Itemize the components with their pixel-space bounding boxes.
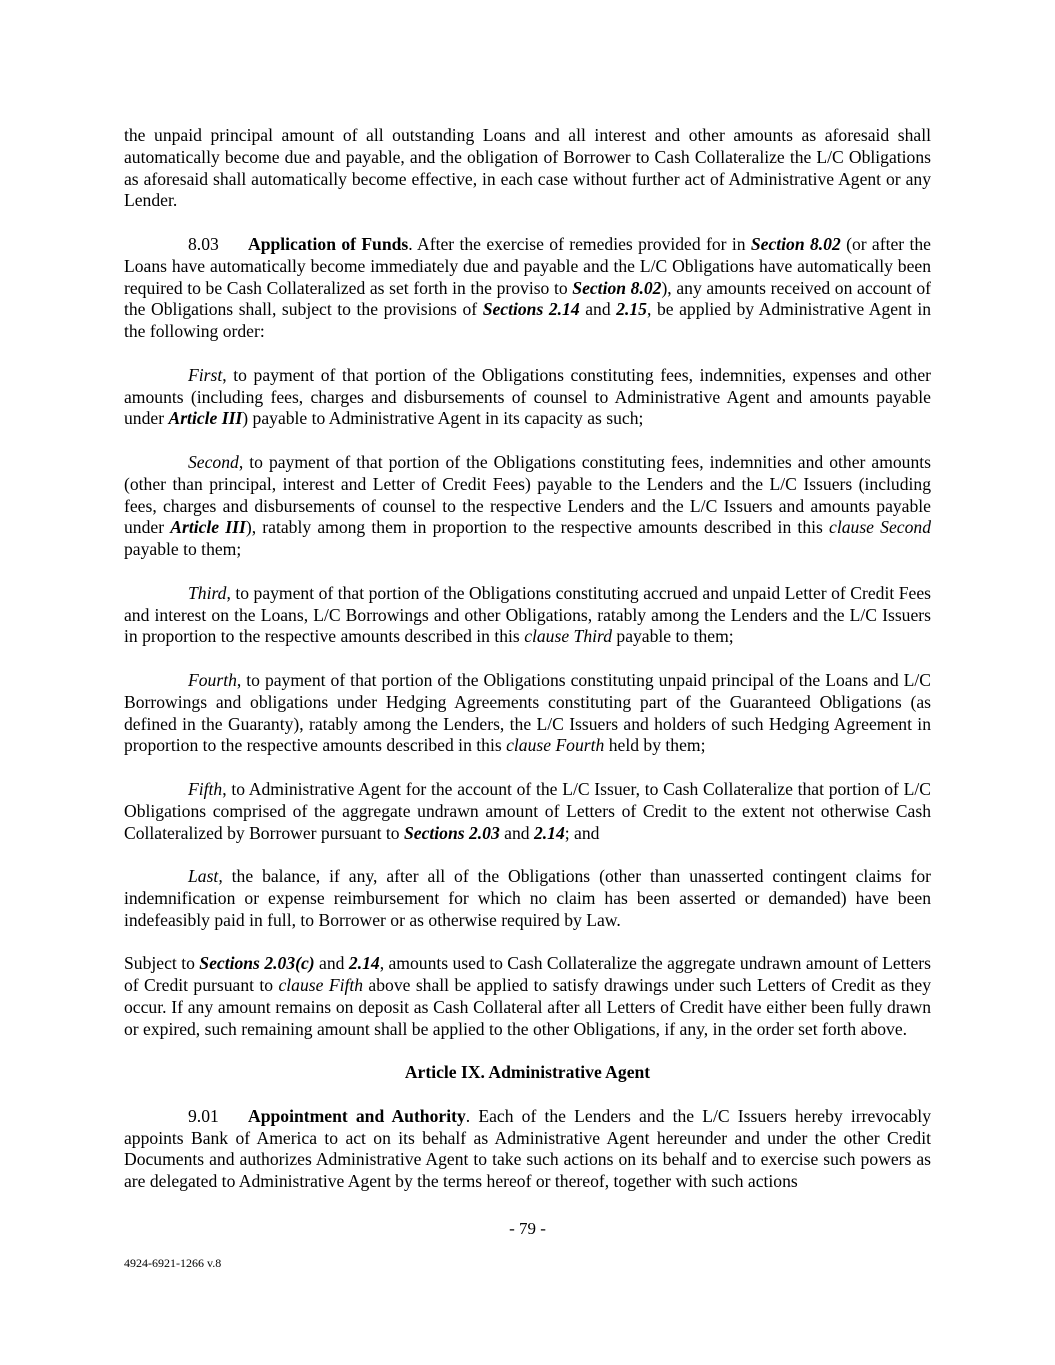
section-title: Application of Funds: [248, 233, 409, 254]
section-ref: 2.15: [616, 299, 647, 320]
section-number: 9.01: [188, 1105, 219, 1126]
subject-paragraph: Subject to Sections 2.03(c) and 2.14, amounts used to Cash Collateralize the aggregate undrawn amount of Letters of Credit pursuant to clause Fifth above shall be applied to satisfy drawings under such Letters of Credit as they occur. If any amount remains on deposit as Cash Collateral after all Letters of Credit have either been fully drawn or expired, such remaining amount shall be applied to the other Obligations, if any, in the order set forth above.: [124, 953, 931, 1039]
article-ref: Article III: [168, 408, 243, 429]
section-ref: Section 8.02: [572, 277, 662, 298]
clause-last: Last, the balance, if any, after all of the Obligations (other than unasserted contingent claims for indemnification or expense reimbursement for which no claim has been asserted or demanded) have been indefeasibly paid in full, to Borrower or as otherwise required by Law.: [124, 866, 931, 930]
article-ref: Article III: [170, 517, 246, 538]
section-ref: 2.14: [348, 953, 380, 974]
section-ref: Section 8.02: [750, 233, 841, 254]
section-title: Appointment and Authority: [248, 1105, 466, 1126]
page-number: - 79 -: [509, 1219, 546, 1238]
section-number: 8.03: [188, 233, 219, 254]
document-id: 4924-6921-1266 v.8: [124, 1256, 222, 1270]
section-ref: 2.14: [533, 822, 565, 843]
document-body: [124, 125, 931, 1193]
paragraph-continuation: the unpaid principal amount of all outstanding Loans and all interest and other amounts as aforesaid shall automatically become due and payable, and the obligation of Borrower to Cash Collateralize the L/C Obligations as aforesaid shall automatically become effective, in each case without further act of Administrative Agent or any Lender.: [124, 125, 931, 211]
section-ref: Sections 2.03: [403, 822, 500, 843]
section-9-01: 9.01 Appointment and Authority. Each of the Lenders and the L/C Issuers hereby irrevocably appoints Bank of America to act on its behalf as Administrative Agent hereunder and under the other Credit Documents and authorizes Administrative Agent to take such actions on its behalf and to exercise such powers as are delegated to Administrative Agent by the terms hereof or thereof, together with such actions: [124, 1105, 931, 1192]
section-ref: Sections 2.03(c): [199, 953, 315, 974]
section-8-03: 8.03 Application of Funds. After the exercise of remedies provided for in Section 8.02 (or after the Loans have automatically become immediately due and payable and the L/C Obligations have automatically been required to be Cash Collateralized as set forth in the proviso to Section 8.02), any amounts received on account of the Obligations shall, subject to the provisions of Sections 2.14 and 2.15, be applied by Administrative Agent in the following order:: [124, 233, 932, 342]
section-ref: Sections 2.14: [482, 299, 580, 320]
clause-third: Third, to payment of that portion of the Obligations constituting accrued and unpaid Letter of Credit Fees and interest on the Loans, L/C Borrowings and other Obligations, ratably among the Lenders and the L/C Issuers in proportion to the respective amounts described in this clause Third payable to them;: [124, 582, 931, 647]
clause-fourth: Fourth, to payment of that portion of the Obligations constituting unpaid principal of the Loans and L/C Borrowings and obligations under Hedging Agreements constituting part of the Guaranteed Obligations (as defined in the Guaranty), ratably among the Lenders, the L/C Issuers and holders of such Hedging Agreement in proportion to the respective amounts described in this clause Fourth held by them;: [124, 669, 931, 756]
article-heading: Article IX. Administrative Agent: [404, 1062, 651, 1083]
clause-fifth: Fifth, to Administrative Agent for the account of the L/C Issuer, to Cash Collateralize that portion of L/C Obligations comprised of the aggregate undrawn amount of Letters of Credit to the extent not otherwise Cash Collateralized by Borrower pursuant to Sections 2.03 and 2.14; and: [124, 778, 931, 843]
clause-first: First, to payment of that portion of the Obligations constituting fees, indemnities, expenses and other amounts (including fees, charges and disbursements of counsel to Administrative Agent and amounts payable under Article III) payable to Administrative Agent in its capacity as such;: [124, 364, 931, 429]
clause-second: Second, to payment of that portion of the Obligations constituting fees, indemnities and other amounts (other than principal, interest and Letter of Credit Fees) payable to the Lenders and the L/C Issuers (including fees, charges and disbursements of counsel to the respective Lenders and the L/C Issuers and amounts payable under Article III), ratably among them in proportion to the respective amounts described in this clause Second payable to them;: [124, 451, 931, 560]
